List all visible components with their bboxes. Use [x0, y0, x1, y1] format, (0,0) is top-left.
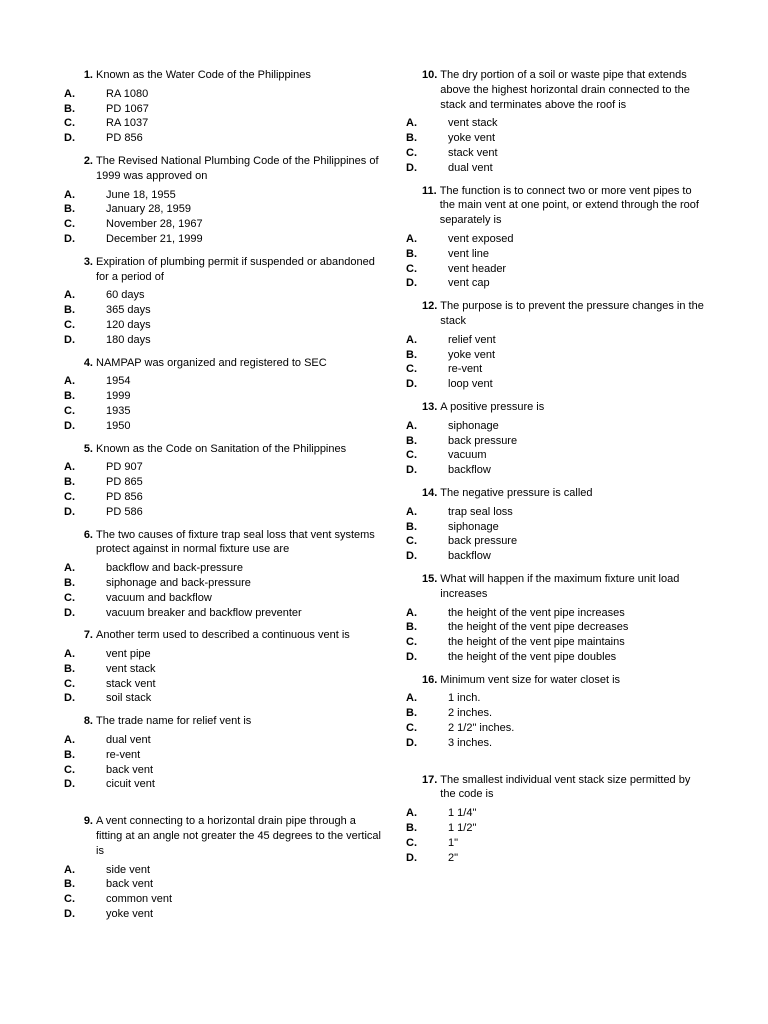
answer-option [406, 806, 706, 821]
option-letter: C. [406, 262, 417, 275]
option-letter: C. [64, 490, 75, 503]
option-letter: B. [406, 132, 417, 145]
answer-option [64, 303, 384, 318]
option-letter: B. [64, 390, 75, 403]
question-13 [406, 400, 706, 478]
question-5 [64, 442, 384, 520]
answer-option [406, 620, 706, 635]
answer-option [64, 677, 384, 692]
option-text: December 21, 1999 [106, 232, 203, 245]
question-text: The purpose is to prevent the pressure changes in the stack [440, 300, 704, 327]
option-letter: D. [64, 232, 75, 245]
option-letter: C. [406, 636, 417, 649]
option-text: trap seal loss [448, 505, 513, 518]
option-letter: A. [406, 692, 417, 705]
question-3 [64, 255, 384, 348]
option-letter: A. [64, 863, 75, 876]
option-letter: D. [406, 851, 417, 864]
option-letter: B. [64, 576, 75, 589]
option-text: back vent [106, 878, 154, 891]
option-text: vacuum breaker and backflow preventer [106, 606, 302, 619]
option-letter: A. [406, 505, 417, 518]
answer-option [64, 576, 384, 591]
option-text: loop vent [448, 378, 493, 391]
option-text: backflow and back-pressure [106, 562, 243, 575]
question-text: Minimum vent size for water closet is [440, 673, 621, 686]
answer-option [64, 591, 384, 606]
answer-option [406, 650, 706, 665]
answer-option [406, 131, 706, 146]
option-letter: C. [406, 836, 417, 849]
option-letter: D. [406, 736, 417, 749]
option-text: 1 inch. [448, 692, 481, 705]
option-text: 1999 [106, 390, 131, 403]
spacer [406, 759, 706, 773]
option-text: 365 days [106, 304, 151, 317]
option-text: back vent [106, 763, 154, 776]
option-text: 2" [448, 851, 459, 864]
answer-option [406, 362, 706, 377]
option-text: vent exposed [448, 232, 514, 245]
option-text: 120 days [106, 318, 151, 331]
option-letter: C. [64, 591, 75, 604]
option-text: 1" [448, 836, 459, 849]
question-stem [80, 154, 384, 184]
question-stem [422, 673, 706, 688]
answer-option [64, 763, 384, 778]
option-letter: B. [406, 621, 417, 634]
option-text: vent cap [448, 277, 490, 290]
option-letter: C. [64, 893, 75, 906]
option-text: January 28, 1959 [106, 203, 192, 216]
question-number: 5. [83, 442, 93, 455]
question-text: The negative pressure is called [440, 486, 593, 499]
option-letter: D. [64, 606, 75, 619]
answer-option [64, 606, 384, 621]
question-text: NAMPAP was organized and registered to SEC [96, 356, 327, 369]
question-text: A positive pressure is [440, 400, 545, 413]
answer-option [406, 463, 706, 478]
option-letter: A. [64, 562, 75, 575]
question-text: Another term used to described a continuous vent is [96, 629, 350, 642]
option-text: vent stack [106, 662, 156, 675]
option-letter: D. [64, 333, 75, 346]
option-letter: A. [64, 87, 75, 100]
question-number: 6. [83, 528, 93, 541]
option-text: the height of the vent pipe maintains [448, 636, 625, 649]
question-6 [64, 528, 384, 621]
option-text: vacuum and backflow [106, 591, 212, 604]
answer-option [406, 736, 706, 751]
question-stem [422, 299, 706, 329]
option-text: yoke vent [448, 348, 496, 361]
option-letter: C. [406, 722, 417, 735]
answer-option [64, 460, 384, 475]
answer-option [406, 419, 706, 434]
option-letter: C. [406, 535, 417, 548]
option-letter: D. [406, 277, 417, 290]
option-letter: C. [64, 763, 75, 776]
option-letter: C. [406, 146, 417, 159]
option-text: dual vent [106, 734, 151, 747]
option-letter: D. [64, 419, 75, 432]
option-text: the height of the vent pipe increases [448, 606, 625, 619]
option-letter: B. [406, 822, 417, 835]
option-text: the height of the vent pipe decreases [448, 621, 629, 634]
option-text: backflow [448, 550, 491, 563]
option-letter: C. [64, 404, 75, 417]
question-stem [80, 68, 384, 83]
option-letter: D. [406, 378, 417, 391]
question-12 [406, 299, 706, 392]
question-text: The Revised National Plumbing Code of the Philippines of 1999 was approved on [96, 154, 379, 182]
option-letter: D. [406, 161, 417, 174]
question-number: 3. [83, 255, 93, 268]
option-text: PD 865 [106, 476, 143, 489]
question-stem [422, 400, 706, 415]
question-text: The two causes of fixture trap seal loss that vent systems protect against in normal fixture use are [96, 528, 375, 556]
question-text: What will happen if the maximum fixture unit load increases [440, 572, 680, 600]
option-letter: D. [64, 778, 75, 791]
question-stem [80, 528, 384, 558]
question-16 [406, 673, 706, 751]
option-text: side vent [106, 863, 151, 876]
option-text: re-vent [448, 363, 483, 376]
option-text: vent stack [448, 117, 498, 130]
question-text: The function is to connect two or more vent pipes to the main vent at one point, or extend through the roof separately is [439, 184, 699, 227]
option-text: PD 856 [106, 490, 143, 503]
answer-option [64, 131, 384, 146]
option-letter: A. [64, 375, 75, 388]
question-2 [64, 154, 384, 247]
option-text: vent header [448, 262, 507, 275]
option-text: 1935 [106, 404, 131, 417]
option-text: back pressure [448, 434, 518, 447]
answer-option [64, 288, 384, 303]
option-letter: B. [406, 520, 417, 533]
answer-option [406, 262, 706, 277]
option-letter: B. [406, 707, 417, 720]
question-stem [80, 714, 384, 729]
option-text: 2 1/2" inches. [448, 722, 515, 735]
answer-option [64, 662, 384, 677]
option-text: vacuum [448, 449, 487, 462]
option-text: 1954 [106, 375, 131, 388]
option-text: 1 1/2" [448, 822, 477, 835]
question-4 [64, 356, 384, 434]
option-letter: C. [64, 117, 75, 130]
answer-option [406, 505, 706, 520]
option-letter: D. [64, 908, 75, 921]
answer-option [406, 333, 706, 348]
option-letter: D. [64, 132, 75, 145]
answer-option [406, 851, 706, 866]
option-text: 3 inches. [448, 736, 493, 749]
answer-option [64, 333, 384, 348]
answer-option [64, 102, 384, 117]
option-letter: B. [406, 434, 417, 447]
answer-option [64, 907, 384, 922]
question-text: The dry portion of a soil or waste pipe that extends above the highest horizontal drain connected to the stack and terminates above the roof is [440, 69, 690, 111]
question-stem [422, 486, 706, 501]
question-1 [64, 68, 384, 146]
question-number: 9. [83, 815, 93, 828]
option-letter: C. [406, 449, 417, 462]
option-text: PD 907 [106, 461, 143, 474]
option-letter: A. [64, 461, 75, 474]
option-text: 1 1/4" [448, 807, 477, 820]
answer-option [406, 520, 706, 535]
option-letter: B. [64, 748, 75, 761]
answer-option [64, 691, 384, 706]
answer-option [64, 892, 384, 907]
left-column [64, 68, 384, 930]
option-text: 180 days [106, 333, 151, 346]
question-stem [80, 442, 384, 457]
option-text: PD 856 [106, 132, 143, 145]
question-number: 13. [422, 400, 438, 413]
answer-option [406, 146, 706, 161]
option-letter: B. [406, 247, 417, 260]
answer-option [406, 706, 706, 721]
option-text: re-vent [106, 748, 141, 761]
question-number: 12. [422, 300, 438, 313]
answer-option [64, 419, 384, 434]
option-letter: C. [64, 218, 75, 231]
answer-option [64, 490, 384, 505]
answer-option [64, 647, 384, 662]
option-letter: C. [64, 318, 75, 331]
question-number: 15. [422, 572, 438, 585]
option-text: yoke vent [448, 132, 496, 145]
option-text: 60 days [106, 289, 145, 302]
answer-option [406, 232, 706, 247]
answer-option [64, 217, 384, 232]
option-text: PD 586 [106, 505, 143, 518]
question-text: A vent connecting to a horizontal drain pipe through a fitting at an angle not greater the 45 degrees to the vertical is [96, 815, 381, 857]
question-text: Expiration of plumbing permit if suspended or abandoned for a period of [96, 255, 375, 283]
answer-option [406, 116, 706, 131]
answer-option [406, 549, 706, 564]
option-letter: B. [64, 878, 75, 891]
question-number: 14. [422, 486, 438, 499]
option-text: RA 1037 [106, 117, 149, 130]
answer-option [64, 877, 384, 892]
question-text: The trade name for relief vent is [96, 715, 252, 728]
question-number: 4. [83, 356, 93, 369]
question-text: Known as the Code on Sanitation of the Philippines [96, 442, 347, 455]
option-text: vent pipe [106, 648, 151, 661]
option-letter: B. [64, 662, 75, 675]
option-text: RA 1080 [106, 87, 149, 100]
question-15 [406, 572, 706, 665]
option-letter: D. [406, 650, 417, 663]
option-letter: D. [64, 505, 75, 518]
question-9 [64, 814, 384, 922]
answer-option [406, 836, 706, 851]
question-10 [406, 68, 706, 176]
option-text: siphonage [448, 419, 499, 432]
option-letter: A. [406, 333, 417, 346]
answer-option [406, 377, 706, 392]
answer-option [406, 721, 706, 736]
answer-option [406, 348, 706, 363]
option-letter: B. [64, 304, 75, 317]
answer-option [406, 434, 706, 449]
option-letter: D. [64, 692, 75, 705]
question-number: 17. [422, 773, 438, 786]
option-letter: A. [406, 606, 417, 619]
answer-option [64, 748, 384, 763]
answer-option [64, 389, 384, 404]
answer-option [64, 232, 384, 247]
question-14 [406, 486, 706, 564]
option-letter: A. [64, 734, 75, 747]
option-text: cicuit vent [106, 778, 155, 791]
option-text: 2 inches. [448, 707, 493, 720]
option-letter: A. [64, 188, 75, 201]
answer-option [64, 863, 384, 878]
question-number: 8. [83, 715, 93, 728]
option-text: yoke vent [106, 908, 154, 921]
answer-option [406, 691, 706, 706]
option-letter: B. [64, 203, 75, 216]
answer-option [406, 247, 706, 262]
option-letter: A. [406, 232, 417, 245]
question-text: Known as the Water Code of the Philippines [96, 69, 311, 81]
option-text: November 28, 1967 [106, 218, 203, 231]
option-letter: B. [406, 348, 417, 361]
option-text: stack vent [448, 146, 498, 159]
question-stem [80, 255, 384, 285]
question-stem [80, 814, 384, 858]
option-letter: D. [406, 550, 417, 563]
question-text: The smallest individual vent stack size permitted by the code is [440, 773, 691, 801]
spacer [64, 800, 384, 814]
question-number: 1. [83, 69, 93, 81]
answer-option [64, 733, 384, 748]
answer-option [64, 561, 384, 576]
question-stem [80, 628, 384, 643]
option-letter: B. [64, 102, 75, 115]
question-stem [422, 184, 706, 228]
option-text: backflow [448, 464, 491, 477]
answer-option [64, 87, 384, 102]
option-letter: B. [64, 476, 75, 489]
option-letter: C. [64, 677, 75, 690]
answer-option [64, 475, 384, 490]
question-7 [64, 628, 384, 706]
option-text: siphonage and back-pressure [106, 576, 251, 589]
option-letter: A. [64, 648, 75, 661]
option-letter: C. [406, 363, 417, 376]
option-text: stack vent [106, 677, 156, 690]
option-text: vent line [448, 247, 489, 260]
option-text: siphonage [448, 520, 499, 533]
question-11 [406, 184, 706, 292]
option-letter: A. [406, 419, 417, 432]
answer-option [64, 505, 384, 520]
question-stem [422, 773, 706, 803]
answer-option [406, 635, 706, 650]
question-stem [80, 356, 384, 371]
answer-option [406, 606, 706, 621]
answer-option [64, 777, 384, 792]
option-letter: A. [406, 117, 417, 130]
answer-option [406, 821, 706, 836]
question-number: 10. [422, 69, 438, 81]
question-stem [422, 572, 706, 602]
option-text: dual vent [448, 161, 493, 174]
option-text: June 18, 1955 [106, 188, 176, 201]
option-text: common vent [106, 893, 173, 906]
question-8 [64, 714, 384, 792]
option-text: relief vent [448, 333, 496, 346]
answer-option [64, 374, 384, 389]
option-text: back pressure [448, 535, 518, 548]
option-letter: A. [406, 807, 417, 820]
question-number: 7. [83, 629, 93, 642]
question-stem [422, 68, 706, 112]
answer-option [64, 188, 384, 203]
question-number: 11. [422, 184, 437, 197]
answer-option [406, 534, 706, 549]
question-17 [406, 773, 706, 866]
option-text: the height of the vent pipe doubles [448, 650, 617, 663]
answer-option [406, 161, 706, 176]
option-text: 1950 [106, 419, 131, 432]
answer-option [406, 448, 706, 463]
option-text: soil stack [106, 692, 152, 705]
question-number: 2. [83, 154, 93, 167]
question-number: 16. [422, 673, 438, 686]
answer-option [64, 202, 384, 217]
answer-option [406, 276, 706, 291]
right-column [406, 68, 706, 873]
option-text: PD 1067 [106, 102, 149, 115]
answer-option [64, 116, 384, 131]
option-letter: D. [406, 464, 417, 477]
option-letter: A. [64, 289, 75, 302]
answer-option [64, 404, 384, 419]
answer-option [64, 318, 384, 333]
